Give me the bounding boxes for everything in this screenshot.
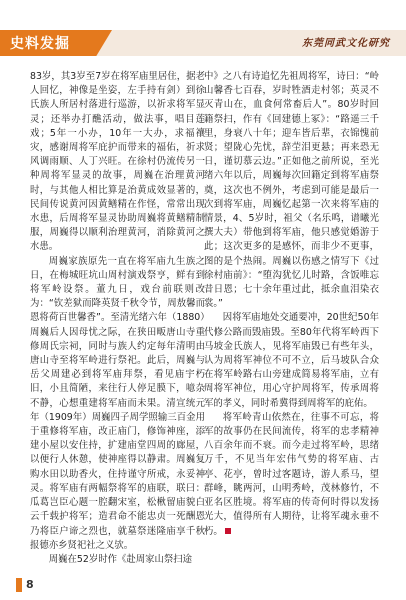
section-title: 史料发掘 bbox=[10, 36, 70, 52]
end-mark-icon bbox=[225, 528, 231, 534]
right-paragraph-3 bbox=[204, 411, 379, 539]
right-column bbox=[204, 70, 379, 539]
left-paragraph-1: 83岁，其3岁至7岁在将军庙里居住，据老人回忆，神像是坐姿，左手持有剑）到徐氏族人所居村落进行巡游，以祈求将军显灵；还举办打醮活动，做法事，唱目莲戏；5年一小办，10年一大办，求福禳灾，感谢周将军庇护而带来的福佑，祈求风调雨顺、人丁兴旺。在徐村仍流传另一种周将军显灵的故事，周巍在治理黄河时，与其他人相比算是治黄成效显著的，民间传说黄河因黄鳝精在作怪，常常出现水患，后周将军显灵协助周巍将黄鳝精制服，周巍得以顺利治理黄河，消除黄河之水患。 bbox=[30, 71, 205, 253]
page-number: 8 bbox=[26, 578, 34, 591]
page-number-tab bbox=[16, 578, 22, 592]
journal-name: 东莞同武文化研究 bbox=[302, 38, 390, 49]
left-paragraph-2: 周巍家族原先一直在将军庙九生族之日，在梅城旺坑山周村演戏祭亨，鲜有到将军岭设祭。董九日，戏台前联则改为：“钦差狱而降英贤千秋令节，周敖馨而恩将荷百世馨香”。至清光绪六年（1880）周巍后人因母忧之际，在狭田畈唐山寺重修周氏宗祠，同时与族人约定每年清明由唐山寺至将军岭进行祭祀。此后，周巍与岳父周建必到将军庙拜祭，看见庙宇朽旧，小且简陋，来往行人停足膜下，噫杂不静，心想重建将军庙而未果。清宣统元年（1909年）周巍四子周学照输三百金用于重修将军庙，改正庙门，修饰神座，添建小屋以安住持，扩建庙堂四周的廊屋，以便行人休憩，使神座得以静肃。周巍复购水田以助香火，住持谨守所戒，永妥神灵。将军庙有两幅祭将军的庙联，联曰：瓜葛岂臣心题一腔翻宋室，松楸留庙貌白云千载护将军；造君命不能忠贞一死酬恩乃将臣户谛之烈也，就墓祭迷隆庙享千秋报德亦乡贤祀社之义欤。 bbox=[30, 255, 205, 551]
left-column bbox=[30, 70, 205, 567]
right-paragraph-1: 中》之八有诗追忆先祖周将军，诗曰：“岭山馨香七百春，岁时牲酒走村邻；英灵不灭青山在，血食何常畜后人”。80岁时回籍祭扫，作有《回建德上冢》：“路遥三千里，身衰八十年；迎车皆后辈，衣锦愧前贤；望陇心先忧，辞茔泪更悬；再来恐无日，谨切慕云边。”正如他之前所说，至光绪六年以后，周巍每次回籍定到将军庙祭奠，这次也不例外，考虑到可能是最后一次到将军庙，周巍忆起第一次来将军庙的情景，4、5岁时，祖父（名乐鸣，谱曦光撰大夫）带他到将军庙，他只感觉婚游于此；这次更多的是感怀，而非少不更事，图的是个热闹。周巍以伤感之情写下《过徐村庙前》：“堕沟犹忆儿时路，含饭唯忘昔日恩；七十余年重过此，抵余血泪染衣裳。” bbox=[204, 71, 379, 310]
left-paragraph-3: 周巍在52岁时作《赴周家山祭扫途 bbox=[48, 553, 192, 565]
right-paragraph-2: 因将军庙地处交通要冲，20世纪50年代修公路而毁庙毁。至80年代将军岭西下马坡金氏族人，见将军庙毁已有些年头，认为周将军神位不可不立，后马坡队合众在将军岭路右山旁建成简易将军庙，立有周将军神位，用心守护周将军，传承周将军的孝义，同时希冀得到周将军的庇佑。 bbox=[204, 312, 379, 409]
right-paragraph-3-text: 将军岭青山依然在，往事不可忘，将军的故事仍在民间流传，将军的忠孝精神八百余年而不衰。而今走过将军岭，思绪万千，不见当年宏伟气势的将军庙、古亭、花亭，曾时过客题诗，游人系马，望群峰，眺两河，山明秀岭，茂林修竹，不亚名区胜境。将军庙的传奇何时得以发扬光大，值得所有人期待，让将军魂永垂不朽。 bbox=[204, 411, 379, 537]
